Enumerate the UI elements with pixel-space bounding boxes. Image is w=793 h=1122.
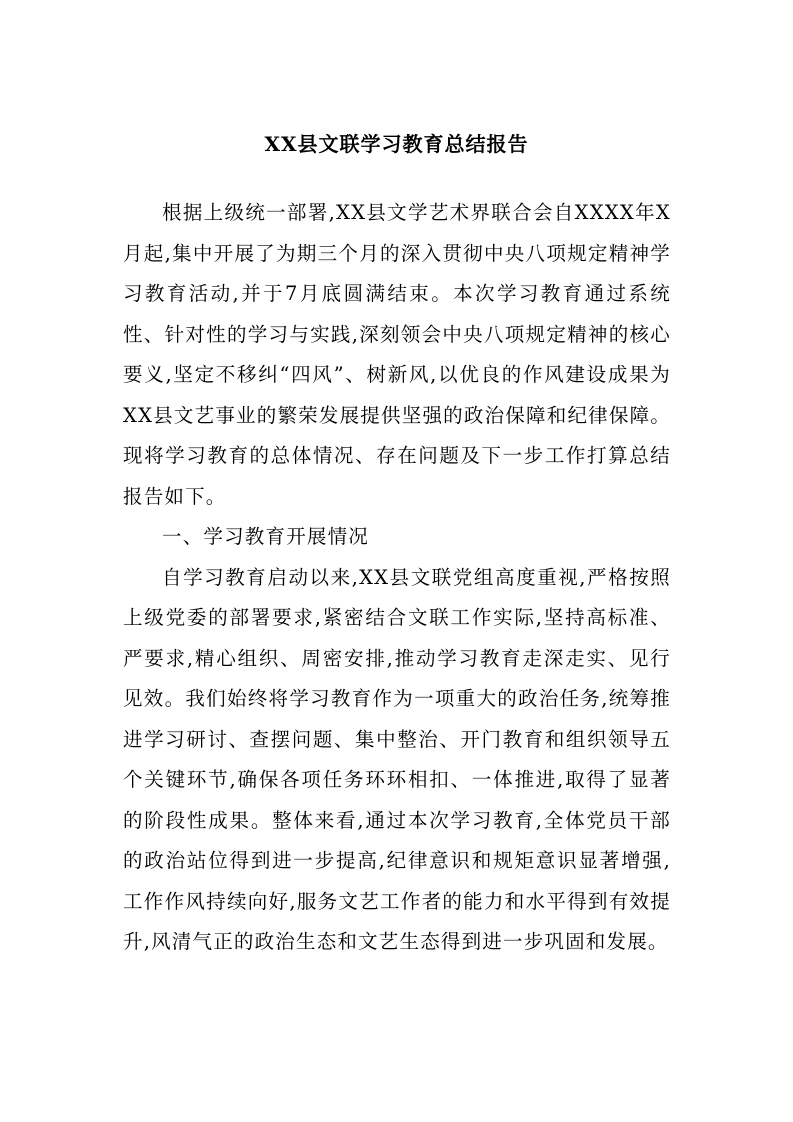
document-body bbox=[123, 193, 671, 963]
intro-paragraph: 根据上级统一部署,XX县文学艺术界联合会自XXXX年X月起,集中开展了为期三个月的深入贯彻中央八项规定精神学习教育活动,并于7月底圆满结束。本次学习教育通过系统性、针对性的学习与实践,深刻领会中央八项规定精神的核心要义,坚定不移纠“四风”、树新风,以优良的作风建设成果为XX县文艺事业的繁荣发展提供坚强的政治保障和纪律保障。现将学习教育的总体情况、存在问题及下一步工作打算总结报告如下。 bbox=[123, 201, 671, 508]
section-heading: 一、学习教育开展情况 bbox=[162, 525, 370, 548]
section-paragraph: 自学习教育启动以来,XX县文联党组高度重视,严格按照上级党委的部署要求,紧密结合文联工作实际,坚持高标准、严要求,精心组织、周密安排,推动学习教育走深走实、见行见效。我们始终将学习教育作为一项重大的政治任务,统筹推进学习研讨、查摆问题、集中整治、开门教育和组织领导五个关键环节,确保各项任务环环相扣、一体推进,取得了显著的阶段性成果。整体来看,通过本次学习教育,全体党员干部的政治站位得到进一步提高,纪律意识和规矩意识显著增强,工作作风持续向好,服务文艺工作者的能力和水平得到有效提升,风清气正的政治生态和文艺生态得到进一步巩固和发展。 bbox=[123, 565, 671, 953]
document-title: XX县文联学习教育总结报告 bbox=[264, 132, 529, 156]
